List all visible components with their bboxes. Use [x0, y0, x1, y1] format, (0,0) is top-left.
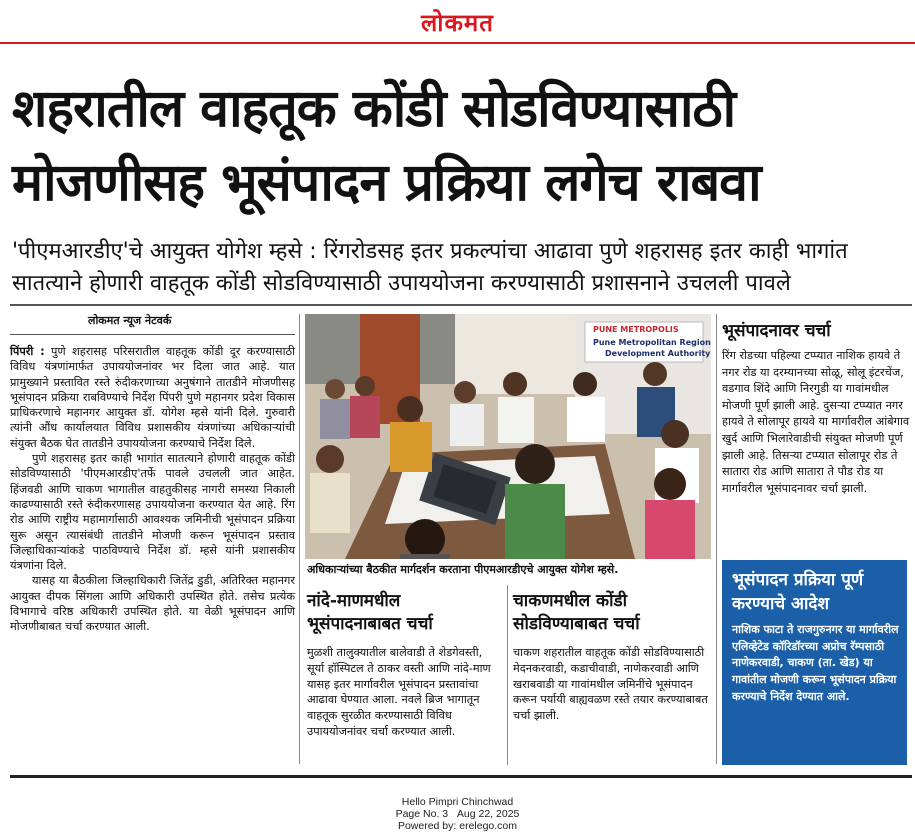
column-divider-1 — [299, 314, 300, 764]
mid-col-2-heading — [513, 590, 713, 636]
highlight-box — [722, 560, 907, 765]
mid-col-2-heading-line-2: सोडविण्याबाबत चर्चा — [513, 614, 640, 634]
footer-page: Page No. 3 — [395, 808, 449, 820]
mid-col-2-body: चाकण शहरातील वाहतूक कोंडी सोडविण्यासाठी मेदनकरवाडी, कडाचीवाडी, नाणेकरवाडी आणि खराबवाडी या गावांमधील जमिनींचे भूसंपादन करून पर्यायी बाह्यवळण रस्ते तयार करण्याबाबत चर्चा झाली. — [513, 646, 708, 723]
byline-rule — [10, 334, 295, 335]
headline-line-2: मोजणीसह भूसंपादन प्रक्रिया लगेच राबवा — [12, 153, 761, 213]
headline-line-1: शहरातील वाहतूक कोंडी सोडविण्यासाठी — [12, 79, 736, 139]
footer-powered[interactable]: Powered by: erelego.com — [397, 820, 518, 832]
highlight-box-heading: भूसंपादन प्रक्रिया पूर्ण करण्याचे आदेश — [732, 570, 864, 614]
mid-col-1-heading-line-2: भूसंपादनाबाबत चर्चा — [307, 614, 433, 634]
section-divider — [10, 304, 912, 306]
paragraph-3: यासह या बैठकीला जिल्हाधिकारी जितेंद्र डुडी, अतिरिक्त महानगर आयुक्त दीपक सिंगला आणि अधिकारी उपस्थित होते. तसेच प्रत्येक विभागाचे वरिष्ठ अधिकारी उपस्थित होते. या वेळी भूसंपादन आणि मोजणीबाबत चर्चा करण्यात आली. — [10, 574, 295, 634]
footer-page-line — [0, 808, 915, 820]
lokmat-logo[interactable]: लोकमत — [421, 8, 494, 37]
dateline: पिंपरी : — [10, 345, 45, 358]
paragraph-2: पुणे शहरासह इतर काही भागांत सातत्याने होणारी वाहतूक कोंडी सोडविण्यासाठी 'पीएमआरडीए'तर्फे पावले उचलली जात आहेत. हिंजवडी आणि चाकण भागातील वाहतुकीसह नागरी समस्या निकाली काढण्यासाठी रस्ते रुंदीकरणासह उपाययोजना करण्यात येत आहे. रिंग रोड आणि राष्ट्रीय महामार्गासाठी आवश्यक जमिनीची भूसंपादन प्रक्रिया सुरू असून त्यासंबंधी तातडीने मोजणी करून भूसंपादन प्रस्ताव जिल्हाधिकाऱ्यांकडे पाठविण्याचे निर्देश डॉ. म्हसे यांनी प्रशासकीय यंत्रणांना दिले. — [10, 452, 295, 573]
right-col-heading: भूसंपादनावर चर्चा — [722, 321, 831, 341]
right-col-body: रिंग रोडच्या पहिल्या टप्प्यात नाशिक हायवे ते नगर रोड या दरम्यानच्या सोळू, सोलू इंटरचेंज, वडगाव शिंदे आणि निरगुडी या गावांमधील मोजणी पूर्ण झाली आहे. दुसऱ्या टप्प्यात नगर हायवे ते सोलापूर हायवे या मार्गावरील आंबेगाव खुर्द आणि भिलारेवाडीची संयुक्त मोजणी पूर्ण झाली आहे. तिसऱ्या टप्प्यात सोलापूर रोड ते सातारा रोड आणि सातारा ते पौड रोड या मार्गावरील भूसंपादनावर चर्चा झाली. — [722, 349, 910, 495]
subhead-line-2: सातत्याने होणारी वाहतूक कोंडी सोडविण्यासाठी उपाययोजना करण्यासाठी प्रशासनाने उचलली पावले — [12, 271, 791, 296]
mid-col-1-heading-line-1: नांदे-माणमधील — [307, 591, 401, 611]
footer-date: Aug 22, 2025 — [456, 808, 520, 820]
mid-col-1-body: मुळशी तालुक्यातील बालेवाडी ते शेडगेवस्ती, सूर्या हॉस्पिटल ते ठाकर वस्ती आणि नांदे-माण यासह इतर मार्गावरील भूसंपादन प्रस्तावांचा आढावा घेण्यात आला. नवले ब्रिज भागातून वाहतूक सुरळीत करण्यासाठी विविध उपाययोजनांवर चर्चा करण्यात आली. — [307, 646, 491, 738]
paragraph-1-text: पुणे शहरासह परिसरातील वाहतूक कोंडी दूर करण्यासाठी विविध यंत्रणांमार्फत उपाययोजनांवर भर दिला जात आहे. यात प्रामुख्याने प्रस्तावित रस्ते रुंदीकरणाच्या अनुषंगाने तातडीने मोजणीसह भूसंपादन प्रक्रिया राबविण्याचे निर्देश पिंपरी पुणे महानगर प्रदेश विकास प्राधिकरणाचे महानगर आयुक्त डॉ. योगेश म्हसे यांनी दिले. गुरुवारी त्यांनी औंध कार्यालयात विविध प्रशासकीय यंत्रणांच्या अधिकाऱ्यांची संयुक्त बैठक घेत तातडीने उपाययोजना करण्याचे निर्देश दिले. — [10, 345, 295, 450]
mid-col-2-heading-line-1: चाकणमधील कोंडी — [513, 591, 627, 611]
byline: लोकमत न्यूज नेटवर्क — [88, 314, 172, 327]
footer-edition: Hello Pimpri Chinchwad — [401, 796, 514, 808]
left-column-article — [10, 344, 295, 635]
photo-caption: अधिकाऱ्यांच्या बैठकीत मार्गदर्शन करताना पीएमआरडीएचे आयुक्त योगेश म्हसे. — [307, 563, 619, 576]
column-divider-2 — [507, 585, 508, 765]
mid-col-1-heading — [307, 590, 502, 636]
sign-brand: PUNE METROPOLIS — [593, 325, 679, 334]
sign-line-2: Development Authority — [605, 349, 711, 358]
sign-line-1: Pune Metropolitan Region — [593, 338, 711, 347]
meeting-photo — [305, 314, 711, 559]
paragraph-1 — [10, 344, 295, 451]
masthead — [0, 0, 915, 44]
highlight-box-body: नाशिक फाटा ते राजगुरुनगर या मार्गावरील एलिव्हेटेड कॉरिडॉरच्या अप्रोच रॅम्पसाठी नाणेकरवाडी, चाकण (ता. खेड) या गावांतील मोजणी करून भूसंपादन प्रक्रिया करण्याचे निर्देश देण्यात आले. — [732, 623, 899, 703]
masthead-rule — [0, 42, 915, 44]
column-divider-3 — [716, 314, 717, 764]
subhead-line-1: 'पीएमआरडीए'चे आयुक्त योगेश म्हसे : रिंगरोडसह इतर प्रकल्पांचा आढावा पुणे शहरासह इतर काही भागांत — [12, 239, 848, 264]
bottom-rule — [10, 775, 912, 778]
